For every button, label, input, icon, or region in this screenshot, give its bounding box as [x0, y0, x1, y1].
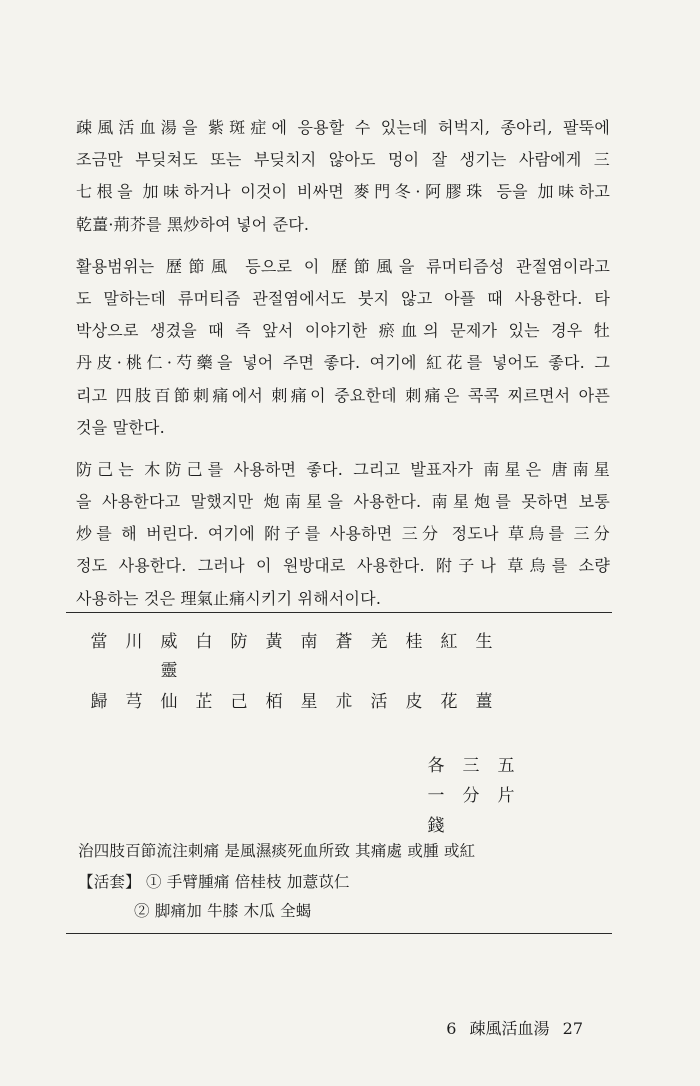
paragraph-1 [76, 112, 610, 241]
herb-char: 歸 [90, 692, 108, 712]
text-line: 乾薑·荊芥를 黑炒하여 넣어 준다. [76, 214, 310, 234]
page-footer [438, 1016, 583, 1039]
text-line: 것을 말한다. [76, 417, 165, 437]
page-number: 27 [562, 1019, 583, 1038]
paragraph-3 [76, 454, 610, 615]
variation-item: ② 脚痛加 牛膝 木瓜 全蝎 [134, 902, 312, 920]
text-line: 활용범위는 歷節風 등으로 이 歷節風을 류머티즘성 관절염이라고 [76, 256, 610, 276]
text-line: 사용하는 것은 理氣止痛시키기 위해서이다. [76, 588, 382, 608]
variations-label: 【活套】 [78, 873, 141, 891]
dose-char: 一 [427, 786, 445, 806]
herb-char: 靈 [160, 661, 178, 681]
herb-char: 當 [90, 632, 108, 652]
text-line: 炒를 해 버린다. 여기에 附子를 사용하면 三分 정도나 草烏를 三分 [76, 524, 610, 544]
running-title: 疎風活血湯 [469, 1019, 550, 1038]
herb-char: 川 [125, 632, 143, 652]
text-line: 리고 四肢百節刺痛에서 刺痛이 중요한데 刺痛은 콕콕 찌르면서 아픈 [76, 385, 610, 405]
text-line: 박상으로 생겼을 때 즉 앞서 이야기한 瘀血의 문제가 있는 경우 牡 [76, 321, 610, 341]
dose-char: 五 [497, 756, 515, 776]
prescription-bottom-rule [66, 933, 612, 934]
herb-char: 薑 [475, 692, 493, 712]
text-line: 丹皮·桃仁·芍藥을 넣어 주면 좋다. 여기에 紅花를 넣어도 좋다. 그 [76, 353, 610, 373]
paragraph-2 [76, 251, 610, 444]
text-line: 疎風活血湯을 紫斑症에 응용할 수 있는데 허벅지, 종아리, 팔뚝에 [76, 118, 610, 137]
herb-char: 白 [195, 632, 213, 652]
herb-char: 羌 [370, 632, 388, 652]
herb-char: 南 [300, 632, 318, 652]
dose-char: 片 [497, 786, 515, 806]
herb-char: 威 [160, 632, 178, 652]
variations-line-2 [134, 897, 664, 926]
herb-char: 蒼 [335, 632, 353, 652]
herb-char: 花 [440, 692, 458, 712]
herb-char: 黃 [265, 632, 283, 652]
text-line: 정도 사용한다. 그러나 이 원방대로 사용한다. 附子나 草烏를 소량 [76, 556, 610, 576]
herb-char: 星 [300, 692, 318, 712]
text-line: 을 사용한다고 말했지만 炮南星을 사용한다. 南星炮를 못하면 보통 [76, 492, 610, 512]
herb-char: 仙 [160, 692, 178, 712]
herb-char: 生 [475, 632, 493, 652]
chapter-number: 6 [446, 1019, 457, 1038]
prescription-top-rule [66, 612, 612, 613]
text-line: 防己는 木防己를 사용하면 좋다. 그리고 발표자가 南星은 唐南星 [76, 459, 610, 479]
dose-char: 三 [462, 756, 480, 776]
indication-text: 治四肢百節流注刺痛 是風濕痰死血所致 其痛處 或腫 或紅 [78, 842, 476, 860]
herb-char: 皮 [405, 692, 423, 712]
dose-char: 分 [462, 786, 480, 806]
commentary-text [76, 112, 610, 625]
herb-char: 朮 [335, 692, 353, 712]
herb-char: 防 [230, 632, 248, 652]
variations-line-1 [78, 868, 608, 897]
herb-char: 桂 [405, 632, 423, 652]
dose-char: 各 [427, 756, 445, 776]
text-line: 七根을 加味하거나 이것이 비싸면 麥門冬·阿膠珠 등을 加味하고 [76, 182, 610, 202]
herb-char: 己 [230, 692, 248, 712]
herb-char: 活 [370, 692, 388, 712]
herb-char: 芎 [125, 692, 143, 712]
text-line: 도 말하는데 류머티즘 관절염에서도 붓지 않고 아플 때 사용한다. 타 [76, 288, 610, 308]
herb-char: 芷 [195, 692, 213, 712]
herb-char: 栢 [265, 692, 283, 712]
dose-char: 錢 [427, 816, 445, 836]
variation-item: ① 手臂腫痛 倍桂枝 加薏苡仁 [145, 873, 350, 891]
herb-char: 紅 [440, 632, 458, 652]
text-line: 조금만 부딪쳐도 또는 부딪치지 않아도 멍이 잘 생기는 사람에게 三 [76, 150, 610, 170]
